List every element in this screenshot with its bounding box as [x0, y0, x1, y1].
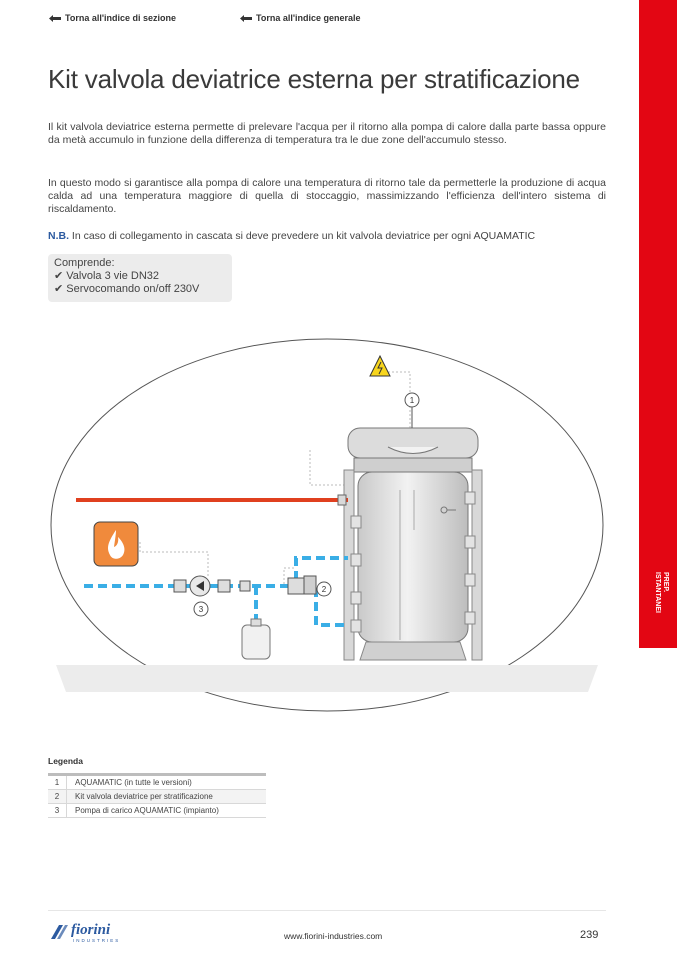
arrow-left-icon: [240, 15, 252, 22]
general-index-link[interactable]: [240, 13, 361, 23]
table-row: 1 AQUAMATIC (in tutte le versioni): [48, 775, 266, 790]
includes-box: [48, 254, 232, 302]
includes-heading: Comprende:: [54, 257, 115, 269]
brand-logo: [49, 921, 129, 945]
section-sidebar: [639, 0, 677, 648]
installation-diagram: [48, 320, 606, 752]
section-tab[interactable]: [639, 570, 677, 630]
legend-table: [48, 773, 266, 818]
expansion-vessel: [242, 619, 270, 659]
hot-pipe-valve: [338, 495, 346, 505]
diverter-valve: [288, 576, 316, 594]
floor: [56, 665, 598, 692]
paragraph-benefit: In questo modo si garantisce alla pompa di calore una temperatura di ritorno tale da permetterle la produzione di acqua calda ad una temperatura maggiore di quella di stoccaggio, massimizzando l'efficienza dell'intero sistema di riscaldamento.: [48, 177, 606, 215]
includes-item: ✔ Valvola 3 vie DN32: [54, 270, 160, 282]
brand-name: fiorini: [71, 922, 111, 938]
tank-aquamatic: [344, 428, 482, 660]
section-tab-label: PREP. ISTANTANEI: [654, 572, 669, 613]
diagram-svg: [48, 320, 606, 752]
note-label: N.B.: [48, 230, 69, 242]
footer-divider: [48, 910, 606, 911]
website-link[interactable]: www.fiorini-industries.com: [284, 931, 383, 941]
table-row: 2 Kit valvola deviatrice per stratificazione: [48, 790, 266, 804]
callout-label: 3: [198, 605, 204, 614]
note-text: In caso di collegamento in cascata si deve prevedere un kit valvola deviatrice per ogni AQUAMATIC: [69, 230, 536, 242]
section-index-link[interactable]: [49, 13, 176, 23]
callout-label: 2: [321, 585, 327, 594]
arrow-left-icon: [49, 15, 61, 22]
general-index-label: Torna all'indice generale: [256, 13, 361, 23]
legend-title: Legenda: [48, 756, 83, 766]
page-title: Kit valvola deviatrice esterna per stratificazione: [48, 64, 580, 94]
includes-item: ✔ Servocomando on/off 230V: [54, 283, 200, 295]
paragraph-description: Il kit valvola deviatrice esterna permette di prelevare l'acqua per il ritorno alla pompa di calore dalla parte bassa oppure da metà accumulo in funzione della differenza di temperatura tra le due zone dell'accumulo stesso.: [48, 121, 606, 146]
section-index-label: Torna all'indice di sezione: [65, 13, 176, 23]
brand-subtitle: INDUSTRIES: [73, 938, 121, 943]
table-row: 3 Pompa di carico AQUAMATIC (impianto): [48, 804, 266, 818]
callout-label: 1: [409, 396, 415, 405]
paragraph-note: [48, 230, 606, 243]
page-number: 239: [580, 929, 599, 941]
flame-icon: [94, 522, 138, 566]
